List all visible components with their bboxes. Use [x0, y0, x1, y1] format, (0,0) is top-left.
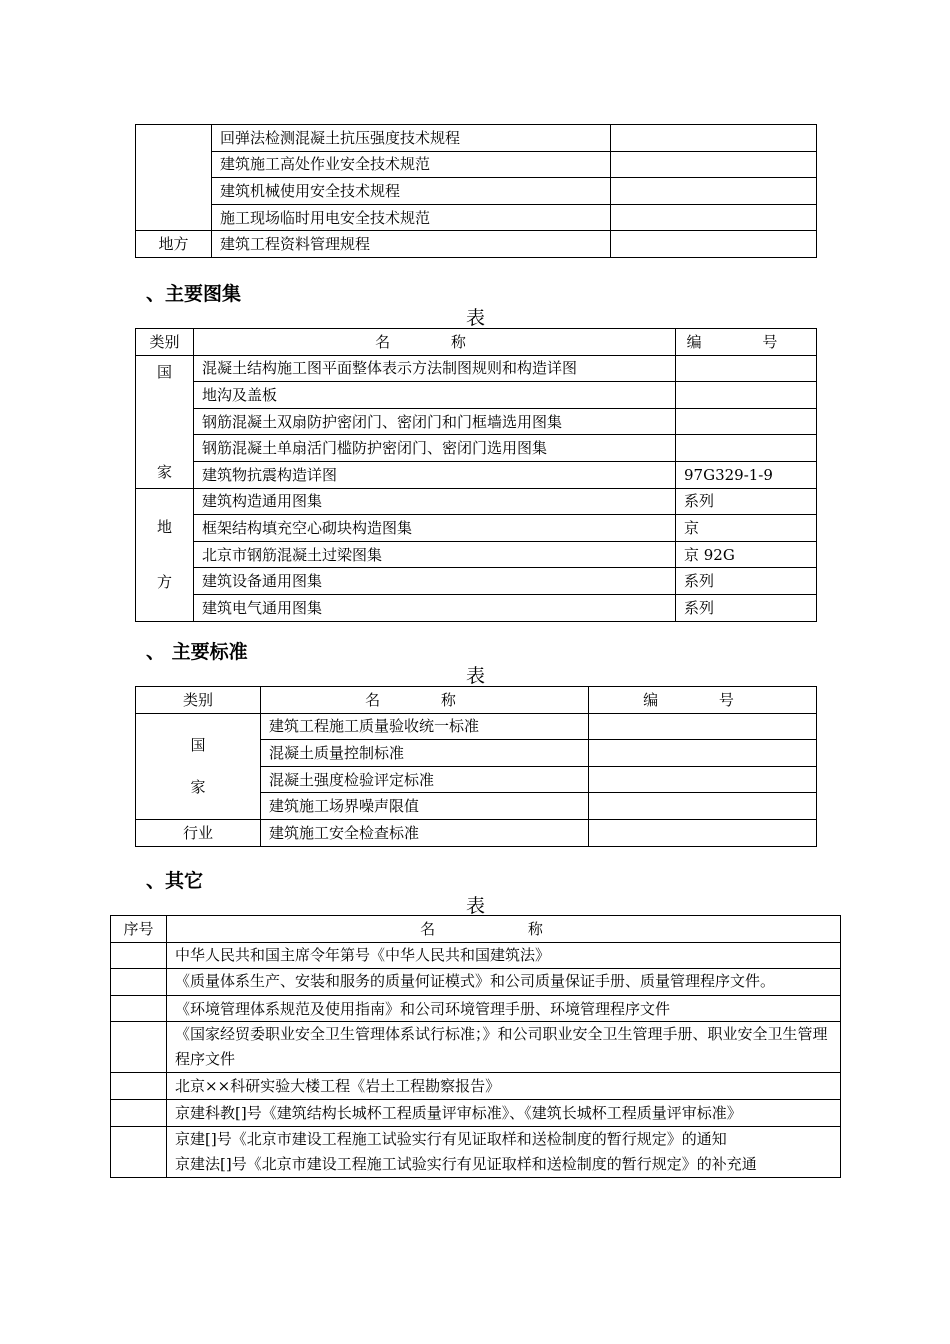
code-cell	[611, 204, 817, 231]
table-row	[136, 461, 817, 488]
name-cell: 建筑设备通用图集	[194, 568, 676, 595]
others-table	[110, 915, 841, 1178]
code-cell: 京	[676, 515, 817, 542]
code-cell: 系列	[676, 594, 817, 621]
table-row	[136, 568, 817, 595]
header-name: 名 称	[261, 687, 589, 714]
name-cell: 施工现场临时用电安全技术规范	[212, 204, 611, 231]
code-cell: 97G329-1-9	[676, 461, 817, 488]
standards-caption: 表	[466, 665, 486, 687]
number-cell	[111, 995, 167, 1022]
table-header-row	[136, 687, 817, 714]
table-row	[111, 995, 841, 1022]
table-row	[111, 942, 841, 969]
code-cell	[611, 231, 817, 258]
code-cell	[611, 125, 817, 152]
table-row	[136, 178, 817, 205]
code-cell	[589, 740, 817, 767]
name-cell: 北京××科研实验大楼工程《岩土工程勘察报告》	[167, 1073, 841, 1100]
code-cell	[676, 435, 817, 462]
header-name: 名 称	[194, 329, 676, 356]
header-code: 编 号	[676, 329, 817, 356]
name-cell: 回弹法检测混凝土抗压强度技术规程	[212, 125, 611, 152]
table-row	[111, 1099, 841, 1126]
header-name: 名 称	[167, 916, 841, 943]
atlas-table	[135, 328, 817, 622]
name-cell: 建筑工程施工质量验收统一标准	[261, 713, 589, 740]
atlas-heading: 、主要图集	[146, 283, 242, 305]
category-cell-local: 地 方	[136, 488, 194, 621]
code-cell: 京 92G	[676, 541, 817, 568]
name-cell: 地沟及盖板	[194, 382, 676, 409]
table-row	[136, 819, 817, 846]
name-cell: 建筑构造通用图集	[194, 488, 676, 515]
name-cell: 中华人民共和国主席令年第号《中华人民共和国建筑法》	[167, 942, 841, 969]
number-cell	[111, 969, 167, 996]
others-caption: 表	[466, 895, 486, 917]
code-cell: 系列	[676, 568, 817, 595]
atlas-caption: 表	[466, 307, 486, 329]
code-cell	[589, 713, 817, 740]
table-row	[136, 204, 817, 231]
category-cell-national: 国 家	[136, 713, 261, 819]
name-cell: 建筑电气通用图集	[194, 594, 676, 621]
number-cell	[111, 1099, 167, 1126]
table-row	[136, 151, 817, 178]
code-cell	[676, 355, 817, 382]
table-row	[111, 1126, 841, 1177]
code-cell	[676, 382, 817, 409]
name-cell-multiline	[167, 1126, 841, 1177]
table-row	[136, 125, 817, 152]
name-cell: 建筑机械使用安全技术规程	[212, 178, 611, 205]
name-cell: 混凝土结构施工图平面整体表示方法制图规则和构造详图	[194, 355, 676, 382]
number-cell	[111, 942, 167, 969]
table-row	[136, 713, 817, 740]
code-cell	[589, 819, 817, 846]
category-cell: 地方	[136, 231, 212, 258]
code-cell	[611, 178, 817, 205]
table-row	[111, 969, 841, 996]
standards-table	[135, 686, 817, 847]
name-cell: 北京市钢筋混凝土过梁图集	[194, 541, 676, 568]
code-cell	[589, 793, 817, 820]
name-cell: 钢筋混凝土单扇活门槛防护密闭门、密闭门选用图集	[194, 435, 676, 462]
name-cell: 建筑工程资料管理规程	[212, 231, 611, 258]
others-heading: 、其它	[146, 870, 204, 892]
name-cell: 《质量体系生产、安装和服务的质量何证模式》和公司质量保证手册、质量管理程序文件。	[167, 969, 841, 996]
table-row	[136, 382, 817, 409]
table-row	[136, 231, 817, 258]
notice-line: 京建[]号《北京市建设工程施工试验实行有见证取样和送检制度的暂行规定》的通知	[175, 1129, 727, 1148]
name-cell: 建筑施工安全检查标准	[261, 819, 589, 846]
code-cell	[589, 766, 817, 793]
table-row	[136, 355, 817, 382]
category-cell	[136, 125, 212, 231]
name-cell: 钢筋混凝土双扇防护密闭门、密闭门和门框墙选用图集	[194, 408, 676, 435]
category-cell-national: 国 家	[136, 355, 194, 488]
number-cell	[111, 1126, 167, 1177]
table-row	[111, 1022, 841, 1073]
name-cell: 混凝土强度检验评定标准	[261, 766, 589, 793]
name-cell: 建筑物抗震构造详图	[194, 461, 676, 488]
category-cell: 行业	[136, 819, 261, 846]
table-row	[111, 1073, 841, 1100]
number-cell	[111, 1073, 167, 1100]
name-cell: 框架结构填充空心砌块构造图集	[194, 515, 676, 542]
table-row	[136, 408, 817, 435]
code-cell	[611, 151, 817, 178]
header-category: 类别	[136, 687, 261, 714]
name-cell: 混凝土质量控制标准	[261, 740, 589, 767]
name-cell: 京建科教[]号《建筑结构长城杯工程质量评审标准》、《建筑长城杯工程质量评审标准》	[167, 1099, 841, 1126]
code-cell: 系列	[676, 488, 817, 515]
standards-heading: 、 主要标准	[146, 641, 248, 663]
table-row	[136, 594, 817, 621]
table-row	[136, 488, 817, 515]
code-cell	[676, 408, 817, 435]
header-code: 编 号	[589, 687, 817, 714]
table-row	[136, 541, 817, 568]
spec-table	[135, 124, 817, 258]
table-header-row	[136, 329, 817, 356]
name-cell: 建筑施工场界噪声限值	[261, 793, 589, 820]
header-number: 序号	[111, 916, 167, 943]
notice-line: 京建法[]号《北京市建设工程施工试验实行有见证取样和送检制度的暂行规定》的补充通	[175, 1154, 757, 1173]
table-row	[136, 435, 817, 462]
table-header-row	[111, 916, 841, 943]
name-cell: 《环境管理体系规范及使用指南》和公司环境管理手册、环境管理程序文件	[167, 995, 841, 1022]
header-category: 类别	[136, 329, 194, 356]
number-cell	[111, 1022, 167, 1073]
name-cell: 建筑施工高处作业安全技术规范	[212, 151, 611, 178]
table-row	[136, 515, 817, 542]
name-cell: 《国家经贸委职业安全卫生管理体系试行标准；》和公司职业安全卫生管理手册、职业安全卫生管理程序文件	[167, 1022, 841, 1073]
